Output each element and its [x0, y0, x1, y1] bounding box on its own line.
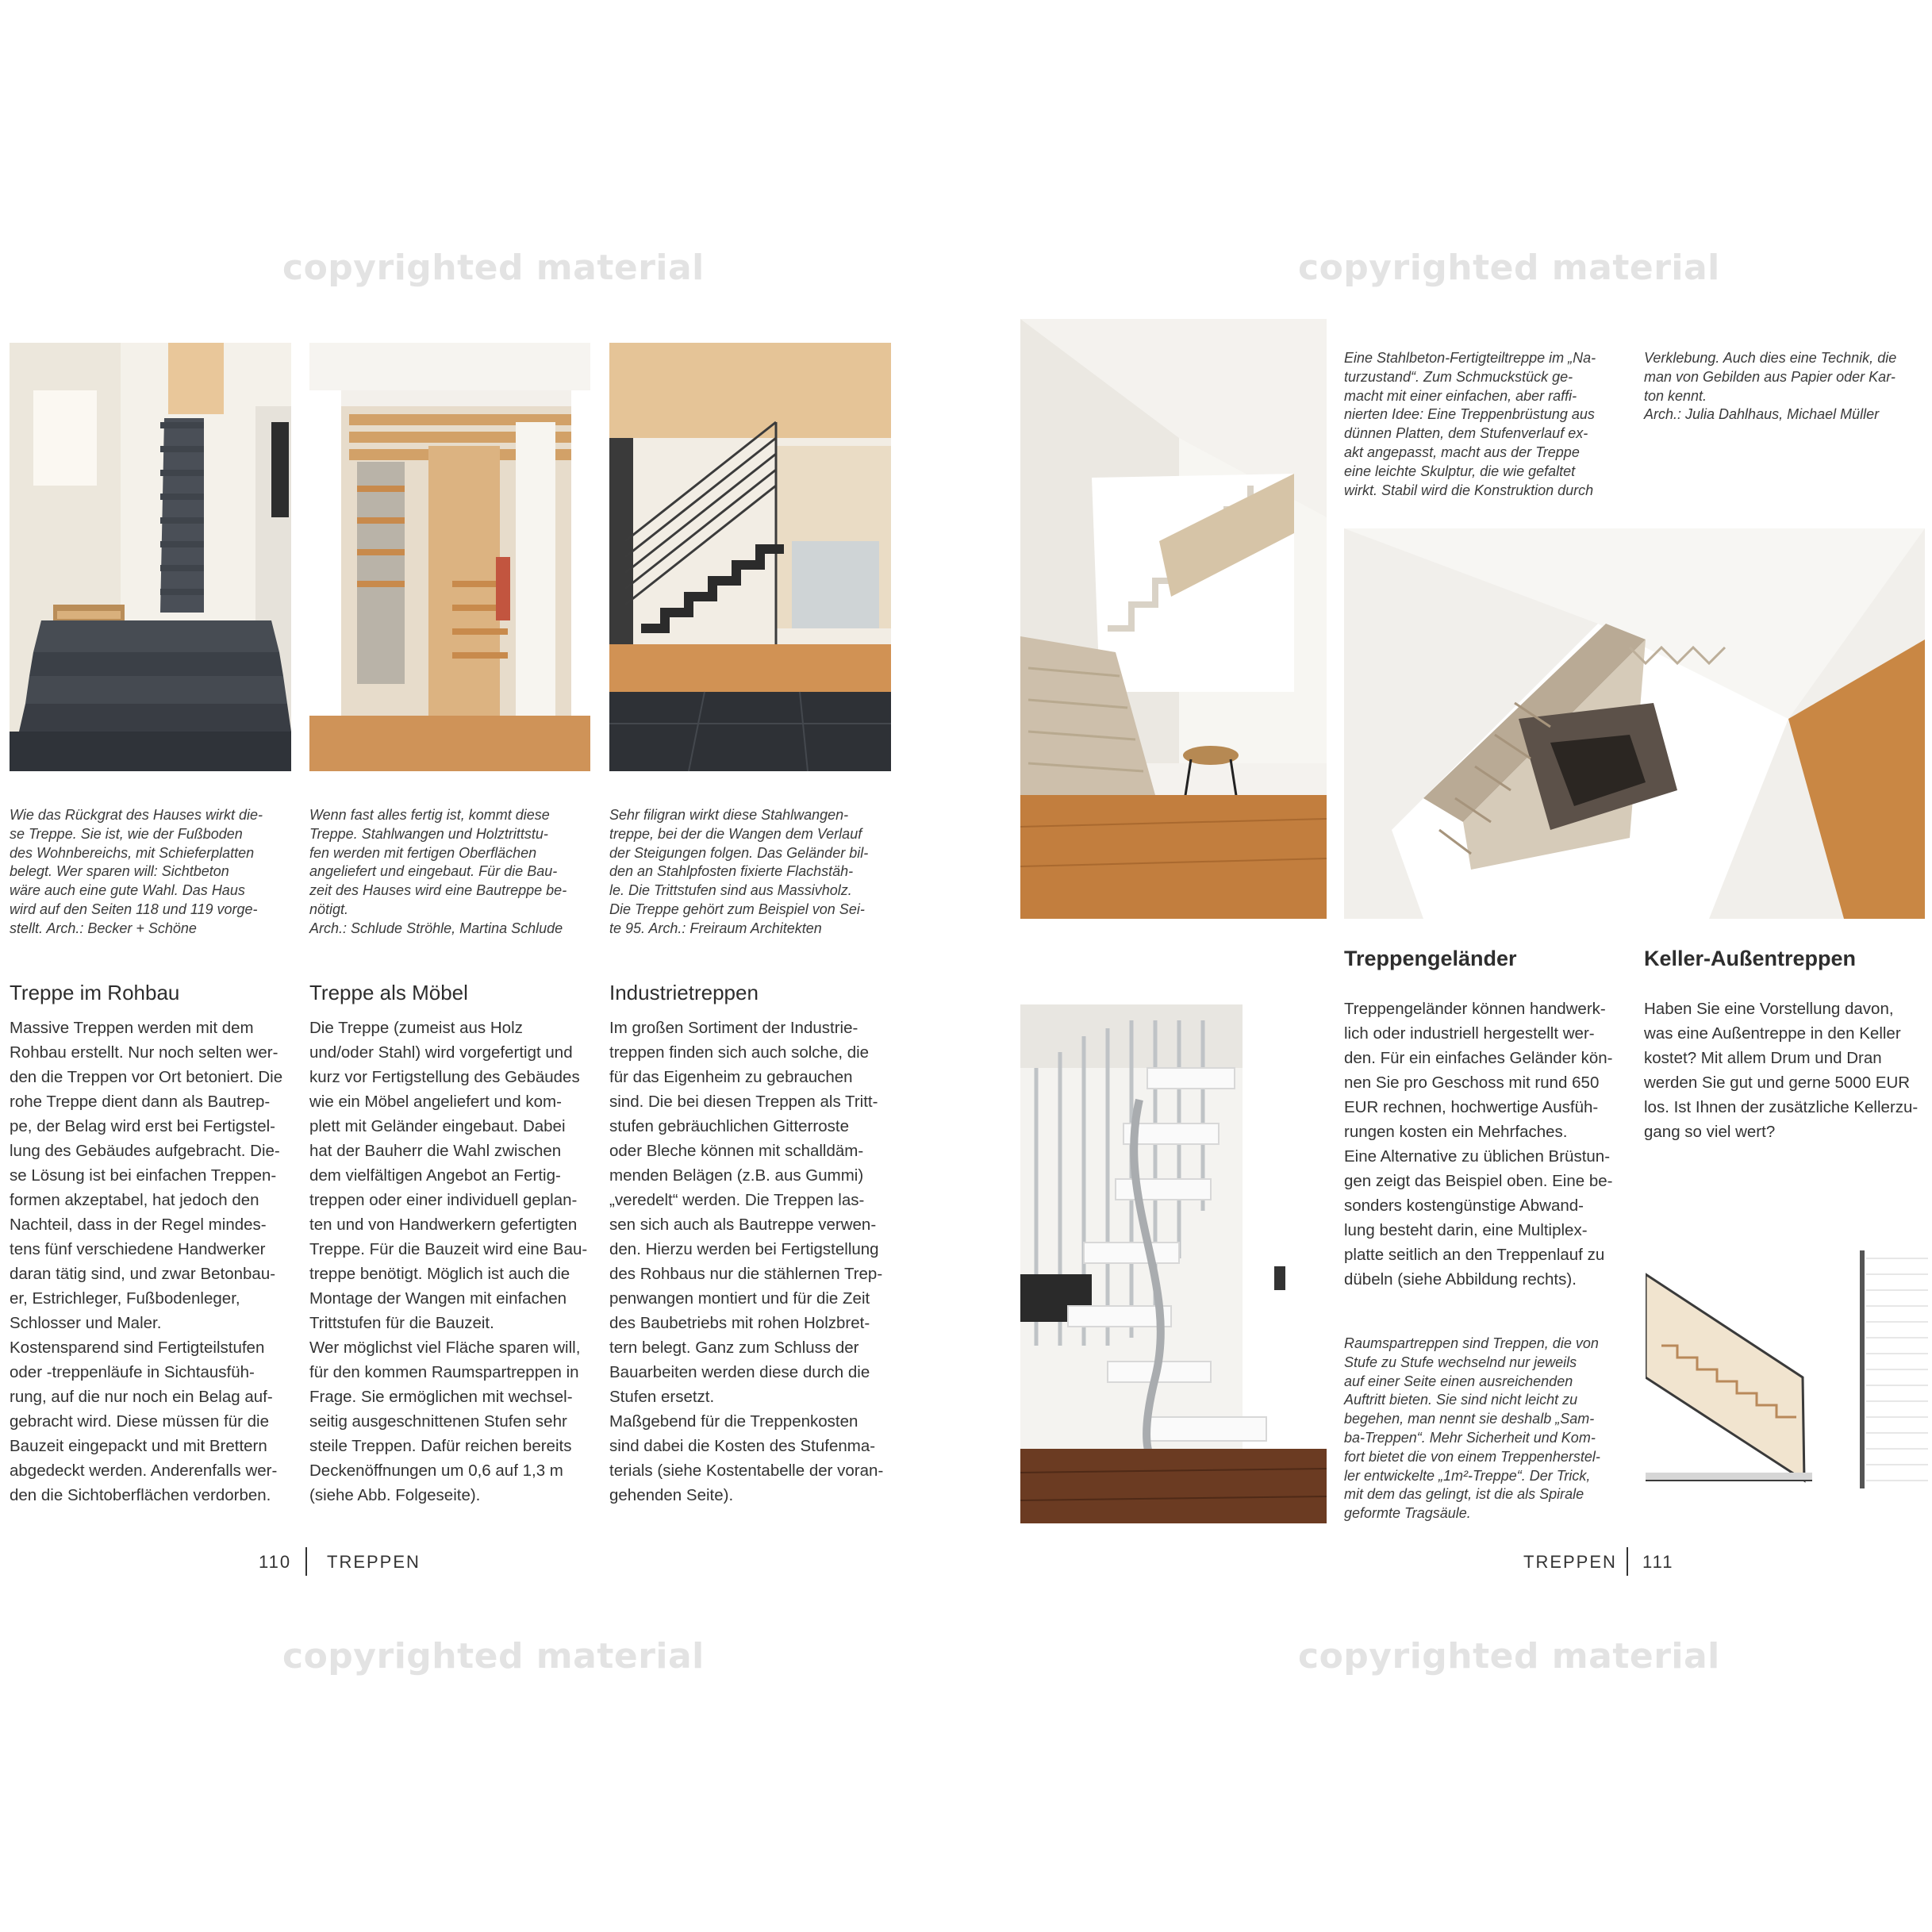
running-head-left: TREPPEN [327, 1552, 421, 1572]
photo-steel-stringer-stair [609, 343, 891, 771]
photo-samba-stair [1020, 1004, 1327, 1523]
watermark-top-right: copyrighted material [1298, 248, 1720, 288]
text-treppe-als-moebel: Die Treppe (zumeist aus Holz und/oder Stahl) wird vorgefertigt und kurz vor Fertigstellung des Gebäudes wie ein Möbel angeliefert und kom- plett mit Geländer eingebaut. Dabei hat der Bauherr die Wahl zwischen dem vielfältigen Angebot an Fertig- treppen oder einer individuell geplan- ten und von Handwerkern gefertigten Treppe. Für die Bauzeit wird eine Bau- treppe benötigt. Möglich ist auch die Montage der Wangen mit einfachen Trittstufen für die Bauzeit. Wer möglichst viel Fläche sparen will, für den kommen Raumspartreppen in Frage. Sie ermöglichen mit wechsel- seitig ausgeschnittenen Stufen sehr steile Treppen. Dafür reichen bereits Deckenöffnungen um 0,6 auf 1,3 m (siehe Abb. Folgeseite). [309, 1019, 588, 1504]
photo-slate-staircase [10, 343, 291, 771]
diagram-multiplex-balustrade [1646, 1250, 1928, 1525]
text-treppe-im-rohbau: Massive Treppen werden mit dem Rohbau erstellt. Nur noch selten wer- den die Treppen vor Ort betoniert. Die rohe Treppe dient dann als Bautrep- pe, der Belag wird erst bei Fertigstel- lung des Gebäudes aufgebracht. Die- se Lösung ist bei einfachen Treppen- formen akzeptabel, hat jedoch den Nachteil, dass in der Regel mindes- tens fünf verschiedene Handwerker daran tätig sind, und zwar Betonbau- er, Estrichleger, Fußbodenleger, Schlosser und Maler. Kostensparend sind Fertigteilstufen oder -treppenläufe in Sichtausfüh- rung, auf die nur noch ein Belag auf- gebracht wird. Diese müssen für die Bauzeit eingepackt und mit Brettern abgedeckt werden. Anderenfalls wer- den die Sichtoberflächen verdorben. [10, 1019, 283, 1504]
caption-steel-stringer-stair: Sehr filigran wirkt diese Stahlwangen- treppe, bei der die Wangen dem Verlauf der Steigungen folgen. Das Geländer bil- den an Stahlpfosten fixierte Flachstäh- le. Die Trittstufen sind aus Massivholz. Die Treppe gehört zum Beispiel von Sei- te 95. Arch.: Freiraum Architekten [609, 807, 869, 936]
heading-treppengelaender: Treppengeländer [1344, 947, 1517, 970]
caption-slate-staircase: Wie das Rückgrat des Hauses wirkt die- se Treppe. Sie ist, wie der Fußboden des Wohnbereichs, mit Schieferplatten belegt. Wer sparen will: Sichtbeton wäre auch eine gute Wahl. Das Haus wird auf den Seiten 118 und 119 vorge- stellt. Arch.: Becker + Schöne [10, 807, 263, 936]
heading-treppe-als-moebel: Treppe als Möbel [309, 981, 468, 1004]
page-number-right: 111 [1642, 1552, 1674, 1572]
caption-folded-balustrade-part2: Verklebung. Auch dies eine Technik, die man von Gebilden aus Papier oder Kar- ton kennt. Arch.: Julia Dahlhaus, Michael Müller [1644, 350, 1897, 423]
folio-divider-right [1627, 1547, 1628, 1576]
photo-folded-balustrade-stair [1020, 319, 1327, 919]
folio-divider-left [305, 1547, 307, 1576]
heading-treppe-im-rohbau: Treppe im Rohbau [10, 981, 180, 1004]
photo-stairwell-top-view [1344, 528, 1925, 919]
caption-samba-stair: Raumspartreppen sind Treppen, die von Stufe zu Stufe wechselnd nur jeweils auf einer Seite einen ausreichenden Auftritt bieten. Sie sind nicht leicht zu begehen, man nennt sie deshalb „Sam- ba-Treppen“. Mehr Sicherheit und Kom- fort bietet die von einem Treppenherstel- ler entwickelte „1m²-Treppe“. Der Trick, mit dem das gelingt, ist die als Spirale geformte Tragsäule. [1344, 1335, 1600, 1522]
heading-industrietreppen: Industrietreppen [609, 981, 759, 1004]
watermark-bottom-left: copyrighted material [282, 1636, 705, 1677]
caption-prefab-stair: Wenn fast alles fertig ist, kommt diese Treppe. Stahlwangen und Holztrittstu- fen werden mit fertigen Oberflächen angeliefert und eingebaut. Für die Bau- zeit des Hauses wird eine Bautreppe be- nötigt. Arch.: Schlude Ströhle, Martina Schlude [309, 807, 567, 936]
photo-prefab-stair [309, 343, 590, 771]
text-treppengelaender: Treppengeländer können handwerk- lich oder industriell hergestellt wer- den. Für ein einfaches Geländer kön- nen Sie pro Geschoss mit rund 650 EUR rechnen, hochwertige Ausfüh- rungen kosten ein Mehrfaches. Eine Alternative zu üblichen Brüstun- gen zeigt das Beispiel oben. Eine be- sonders kostengünstige Abwand- lung besteht darin, eine Multiplex- platte seitlich an den Treppenlauf zu dübeln (siehe Abbildung rechts). [1344, 1000, 1613, 1289]
page-number-left: 110 [259, 1552, 292, 1572]
heading-keller-aussentreppen: Keller-Außentreppen [1644, 947, 1857, 970]
running-head-right: TREPPEN [1523, 1552, 1617, 1572]
text-industrietreppen: Im großen Sortiment der Industrie- treppen finden sich auch solche, die für das Eigenheim zu gebrauchen sind. Die bei diesen Treppen als Tritt- stufen gebräuchlichen Gitterroste oder Bleche können mit schalldäm- menden Belägen (z.B. aus Gummi) „veredelt“ werden. Die Treppen las- sen sich auch als Bautreppe verwen- den. Hierzu werden bei Fertigstellung des Rohbaus nur die stählernen Trep- penwangen montiert und für die Zeit des Baubetriebs mit rohen Holzbret- tern belegt. Ganz zum Schluss der Bauarbeiten werden diese durch die Stufen ersetzt. Maßgebend für die Treppenkosten sind dabei die Kosten des Stufenma- terials (siehe Kostentabelle der voran- gehenden Seite). [609, 1019, 884, 1504]
text-keller-aussentreppen: Haben Sie eine Vorstellung davon, was eine Außentreppe in den Keller kostet? Mit allem Drum und Dran werden Sie gut und gerne 5000 EUR los. Ist Ihnen der zusätzliche Kellerzu- gang so viel wert? [1644, 1000, 1919, 1141]
watermark-bottom-right: copyrighted material [1298, 1636, 1720, 1677]
caption-folded-balustrade-part1: Eine Stahlbeton-Fertigteiltreppe im „Na- turzustand“. Zum Schmuckstück ge- macht mit einer einfachen, aber raffi- nierten Idee: Eine Treppenbrüstung aus dünnen Platten, dem Stufenverlauf ex- akt angepasst, macht aus der Treppe eine leichte Skulptur, die wie gefaltet wirkt. Stabil wird die Konstruktion durch [1344, 350, 1596, 498]
watermark-top-left: copyrighted material [282, 248, 705, 288]
